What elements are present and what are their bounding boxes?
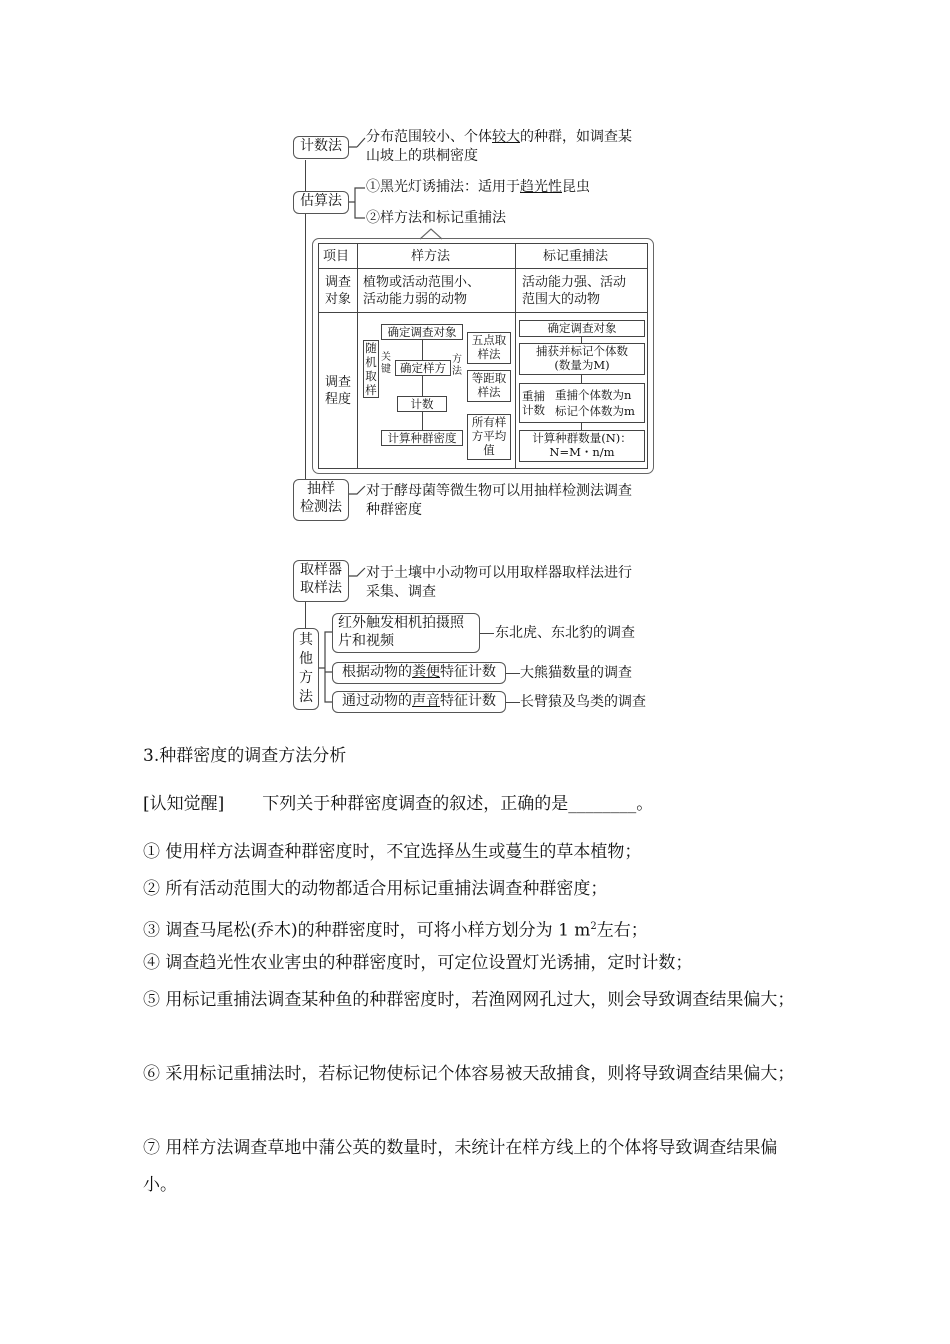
counting-connector [349, 132, 367, 162]
spine-line [305, 160, 306, 520]
comparison-table [318, 243, 648, 469]
question-stem: 下列关于种群密度调查的叙述，正确的是________。 [262, 794, 654, 814]
arrow-line [422, 412, 423, 430]
other-connector [319, 618, 333, 712]
arrow-line [422, 340, 423, 360]
header-item: 项目 [323, 249, 350, 264]
recaptured-count: 重捕个体数为n [555, 388, 632, 402]
infrared-camera-box: 红外触发相机拍摄照 片和视频 [332, 613, 480, 653]
recapture-count-label: 重捕计数 [522, 389, 545, 417]
arrow-line [581, 423, 582, 430]
grid-line [319, 312, 647, 313]
sampling-method-box: 抽样 检测法 [293, 479, 349, 521]
estimation-method-box [293, 191, 349, 214]
equal-distance-box: 等距取样法 [467, 370, 511, 402]
statement-5: ⑤ 用标记重捕法调查某种鱼的种群密度时，若渔网网孔过大，则会导致调查结果偏大； [143, 990, 795, 1010]
key-label: 关键 [381, 352, 391, 375]
connector-line [506, 702, 520, 703]
feces-box: 根据动物的粪便特征计数 [332, 662, 506, 684]
sampler-connector [349, 566, 367, 586]
statement-6: ⑥ 采用标记重捕法时，若标记物使标记个体容易被天敌捕食，则将导致调查结果偏大； [143, 1064, 795, 1084]
row-object-mark: 活动能力强、活动 范围大的动物 [522, 275, 627, 307]
five-point-box: 五点取样法 [467, 332, 511, 364]
m-step-2: 捕获并标记个体数 (数量为M) [519, 343, 645, 375]
estimation-item-2: ②样方法和标记重捕法 [366, 210, 506, 226]
connector-line [506, 673, 520, 674]
infrared-result: 东北虎、东北豹的调查 [495, 625, 635, 641]
connector-line [480, 633, 494, 634]
estimation-item-1: ①黑光灯诱捕法：适用于趋光性昆虫 [366, 179, 590, 195]
sampling-connector [349, 484, 367, 504]
row-object-label: 调查 对象 [325, 275, 352, 307]
statement-3: ③ 调查马尾松(乔木)的种群密度时，可将小样方划分为 1 $m^2$左右； [143, 920, 648, 941]
section-title: 3.种群密度的调查方法分析 [143, 746, 347, 766]
statement-7: ⑦ 用样方法调查草地中蒲公英的数量时，未统计在样方线上的个体将导致调查结果偏小。 [143, 1138, 778, 1195]
grid-line [357, 244, 358, 468]
statement-4: ④ 调查趋光性农业害虫的种群密度时，可定位设置灯光诱捕，定时计数； [143, 953, 693, 973]
counting-desc: 分布范围较小、个体较大的种群，如调查某 山坡上的珙桐密度 [366, 129, 632, 164]
question-line [143, 793, 653, 815]
m-step-1: 确定调查对象 [519, 320, 645, 337]
marked-count: 标记个体数为m [555, 404, 635, 418]
q-step-1: 确定调查对象 [381, 324, 463, 340]
m-step-4: 计算种群数量(N)： N=M・n/m [519, 430, 645, 462]
q-step-2: 确定样方 [395, 360, 451, 376]
header-mark-recapture: 标记重捕法 [543, 249, 609, 264]
estimation-connector [349, 180, 367, 226]
spine-line-lower [305, 600, 306, 630]
q-step-4: 计算种群密度 [381, 430, 463, 446]
question-tag: [认知觉醒] [143, 794, 225, 814]
method-label: 方法 [452, 354, 462, 377]
counting-method-box [293, 136, 349, 159]
row-procedure-label: 调查 程度 [325, 375, 352, 407]
sound-box: 通过动物的声音特征计数 [332, 691, 506, 713]
estimation-method-label: 估算法 [300, 193, 342, 209]
grid-line [319, 268, 647, 269]
random-sampling-box: 随机取样 [363, 340, 379, 398]
feces-result: 大熊猫数量的调查 [520, 665, 632, 681]
sampler-desc: 对于土壤中小动物可以用取样器取样法进行 采集、调查 [366, 565, 632, 600]
statement-1: ① 使用样方法调查种群密度时，不宜选择丛生或蔓生的草本植物； [143, 842, 642, 862]
grid-line [515, 244, 516, 468]
sound-result: 长臂猿及鸟类的调查 [520, 694, 646, 710]
arrow-line [581, 375, 582, 383]
q-step-3: 计数 [397, 396, 447, 412]
row-object-quadrat: 植物或活动范围小、 活动能力弱的动物 [363, 275, 481, 307]
header-quadrat: 样方法 [411, 249, 451, 264]
sampling-desc: 对于酵母菌等微生物可以用抽样检测法调查 种群密度 [366, 483, 632, 518]
other-methods-box: 其他方法 [293, 628, 319, 710]
sampler-method-box: 取样器 取样法 [293, 560, 349, 602]
quadrat-average-box: 所有样方平均值 [467, 414, 511, 460]
counting-method-label: 计数法 [300, 138, 342, 154]
statement-2: ② 所有活动范围大的动物都适合用标记重捕法调查种群密度； [143, 879, 608, 899]
arrow-line [422, 376, 423, 396]
